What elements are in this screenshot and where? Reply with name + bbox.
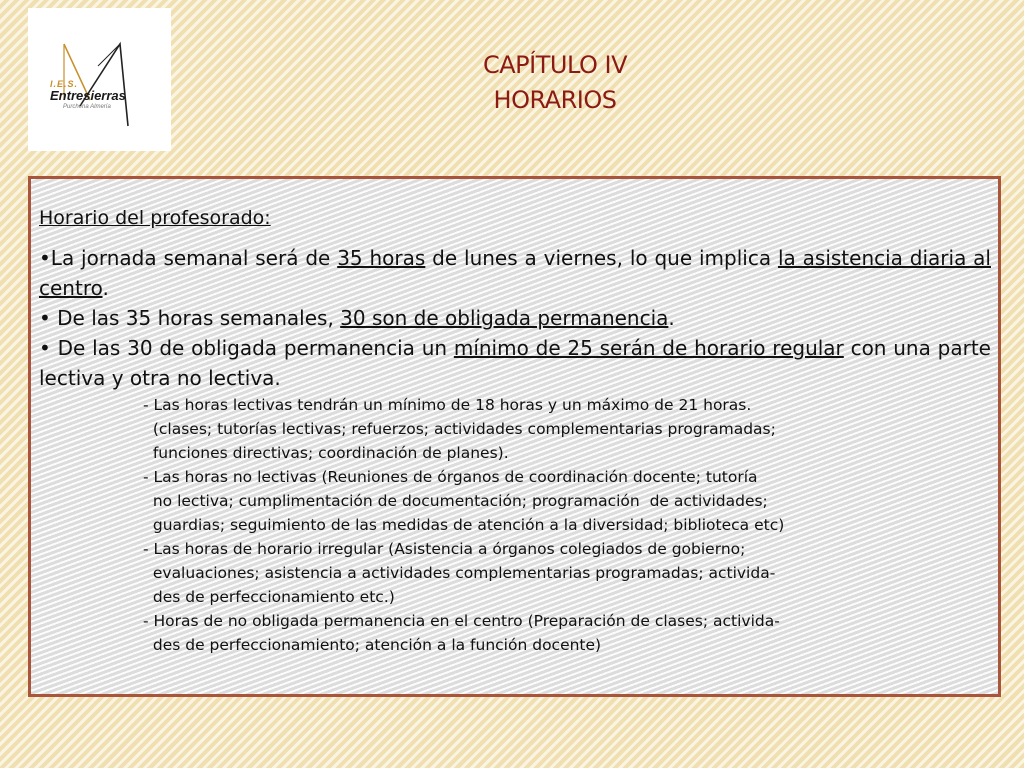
text-run: •La jornada semanal será de xyxy=(39,246,338,270)
text-run: de lunes a viernes, lo que implica xyxy=(425,246,778,270)
content-panel xyxy=(28,176,1001,697)
detail-line: - Horas de no obligada permanencia en el centro (Preparación de clases; activida- xyxy=(143,612,780,630)
underlined-text: la asistencia diaria al centro xyxy=(39,246,991,300)
text-run: con una parte lectiva y otra no lectiva. xyxy=(39,336,991,390)
detail-line: - Las horas de horario irregular (Asistencia a órganos colegiados de gobierno; xyxy=(143,540,746,558)
detail-line: evaluaciones; asistencia a actividades complementarias programadas; activida- xyxy=(143,564,776,582)
paragraph-weekly-hours xyxy=(39,243,991,303)
detail-line: guardias; seguimiento de las medidas de atención a la diversidad; biblioteca etc) xyxy=(143,516,785,534)
logo-location: Purchena Almería xyxy=(63,104,111,110)
text-run: . xyxy=(102,276,109,300)
logo-school-name: Entresierras xyxy=(50,88,126,103)
detail-line: no lectiva; cumplimentación de documentación; programación de actividades; xyxy=(143,492,768,510)
section-subheading: Horario del profesorado: xyxy=(39,207,271,229)
detail-line: - Las horas lectivas tendrán un mínimo de 18 horas y un máximo de 21 horas. xyxy=(143,396,752,414)
content-body xyxy=(39,207,991,657)
detail-line: (clases; tutorías lectivas; refuerzos; actividades complementarias programadas; xyxy=(143,420,776,438)
logo-ies-text: I.E.S. xyxy=(50,79,79,89)
underlined-text: 35 horas xyxy=(337,246,426,270)
text-run: . xyxy=(668,306,675,330)
paragraph-regular-hours xyxy=(39,333,991,393)
school-logo xyxy=(28,8,171,151)
paragraph-mandatory-hours xyxy=(39,303,991,333)
chapter-subtitle: HORARIOS xyxy=(493,86,617,114)
underlined-text: mínimo de 25 serán de horario regular xyxy=(453,336,844,360)
detail-line: des de perfeccionamiento; atención a la función docente) xyxy=(143,636,602,654)
text-run: • De las 30 de obligada permanencia un xyxy=(39,336,454,360)
text-run: • De las 35 horas semanales, xyxy=(39,306,341,330)
detail-line: funciones directivas; coordinación de planes). xyxy=(143,444,509,462)
chapter-title: CAPÍTULO IV xyxy=(483,51,627,79)
detail-line: des de perfeccionamiento etc.) xyxy=(143,588,395,606)
detail-list xyxy=(39,393,991,657)
underlined-text: 30 son de obligada permanencia xyxy=(340,306,669,330)
detail-line: - Las horas no lectivas (Reuniones de órganos de coordinación docente; tutoría xyxy=(143,468,758,486)
